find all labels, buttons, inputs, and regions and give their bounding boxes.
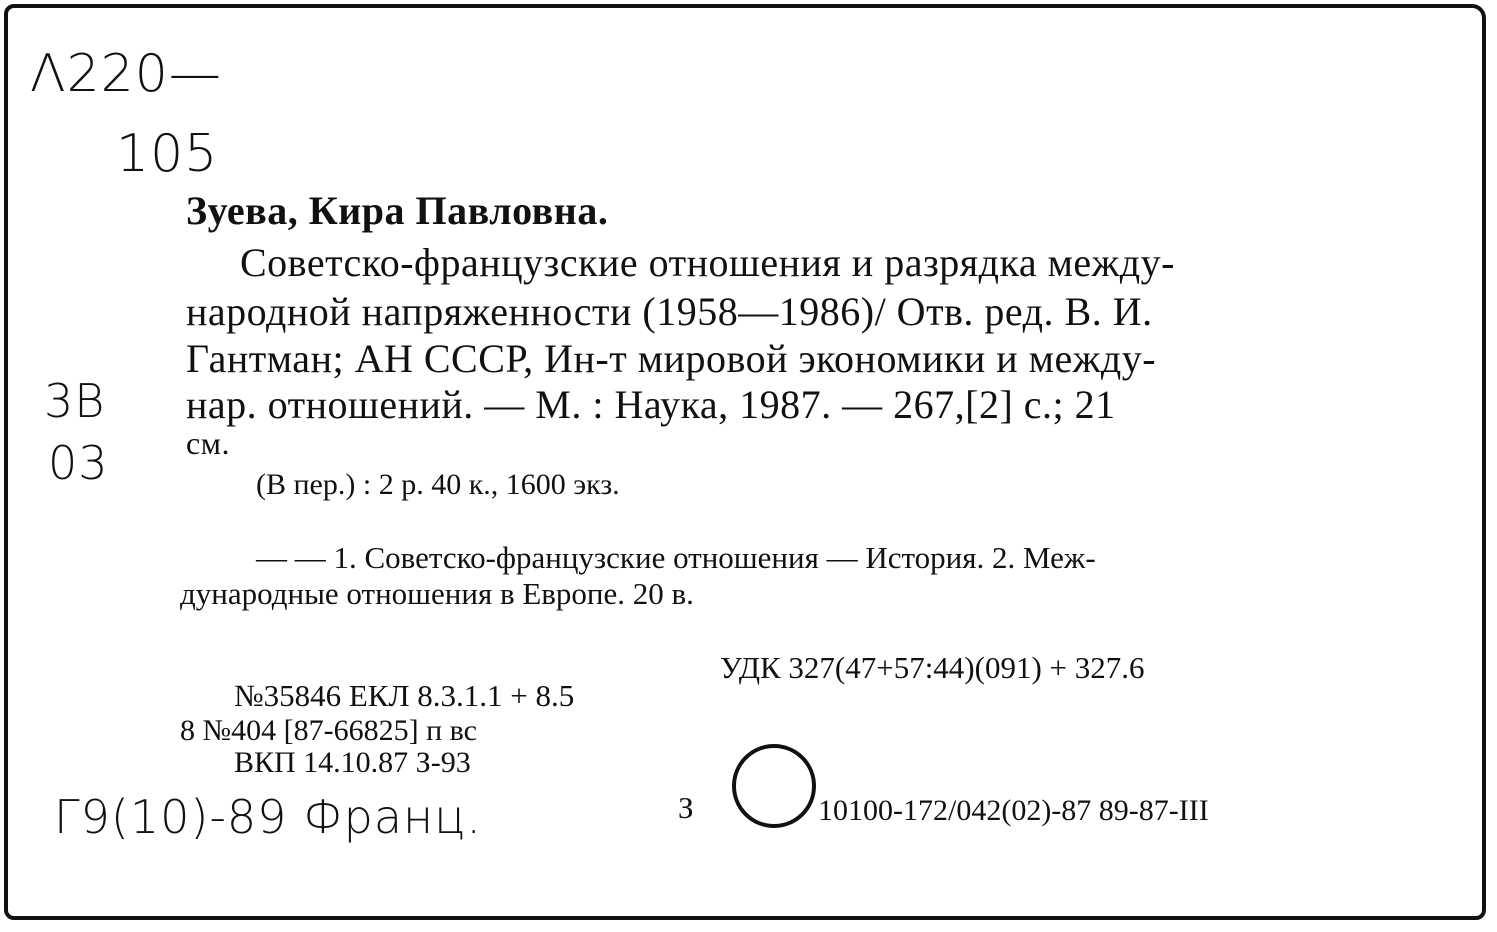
handwritten-call-number-2: 105	[116, 124, 219, 184]
vkp-line: ВКП 14.10.87 З-93	[234, 746, 471, 779]
price-line: (В пер.) : 2 р. 40 к., 1600 экз.	[256, 468, 620, 501]
circle-mark	[732, 744, 816, 828]
description-line-1: Советско-французские отношения и разрядка между-	[240, 240, 1175, 285]
description-line-2: народной напряженности (1958—1986)/ Отв. ред. В. И.	[186, 289, 1153, 334]
subjects-line-2: дународные отношения в Европе. 20 в.	[180, 576, 694, 611]
udk-line: УДК 327(47+57:44)(091) + 327.6	[720, 650, 1145, 685]
description-line-3: Гантман; АН СССР, Ин-т мировой экономики и между-	[186, 336, 1157, 381]
handwritten-call-number-1: Λ220—	[30, 44, 222, 104]
record-number-line: 8 №404 [87-66825] п вс	[180, 714, 477, 747]
code-prefix: З	[678, 790, 694, 825]
handwritten-margin-code-1: 3B	[44, 374, 106, 428]
description-line-5: см.	[186, 425, 230, 461]
handwritten-margin-code-2: 03	[48, 436, 109, 490]
ekl-line: №35846 ЕКЛ 8.3.1.1 + 8.5	[234, 678, 575, 713]
description-line-4: нар. отношений. — М. : Наука, 1987. — 267,[2] с.; 21	[186, 382, 1116, 427]
code-suffix: 10100-172/042(02)-87 89-87-III	[818, 794, 1209, 827]
handwritten-classification: Г9(10)-89 Франц.	[54, 790, 483, 844]
subjects-line-1: — — 1. Советско-французские отношения — История. 2. Меж-	[256, 540, 1096, 575]
author-heading: Зуева, Кира Павловна.	[186, 188, 609, 233]
